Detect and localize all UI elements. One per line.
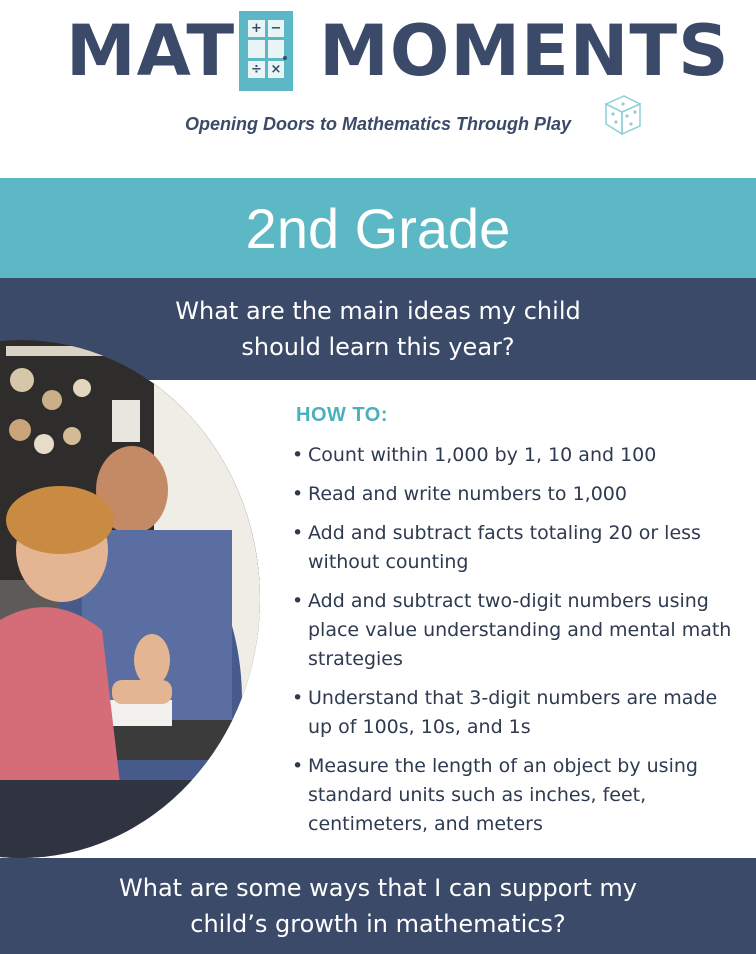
logo-wordmark [66,6,730,96]
photo-illustration [0,340,260,858]
logo-word-right: MOMENTS [319,10,730,92]
question-banner-support [0,858,756,954]
logo-header [0,0,756,178]
list-item: • Read and write numbers to 1,000 [292,480,732,509]
grade-title: 2nd Grade [245,196,511,260]
how-to-heading: HOW TO: [296,404,389,426]
learning-goals [292,404,732,849]
door-panel [248,40,265,57]
question-main-ideas: What are the main ideas my child should learn this year? [175,297,581,361]
door-knob-icon [283,56,287,60]
list-item: • Measure the length of an object by using standard units such as inches, feet, centimeters, and meters [292,752,732,839]
list-item: • Count within 1,000 by 1, 10 and 100 [292,441,732,470]
question-support: What are some ways that I can support my child’s growth in mathematics? [119,874,637,938]
times-symbol: × [268,61,285,78]
dice-icon [598,88,644,140]
logo-word-left: MAT [66,10,236,92]
classroom-photo [0,340,260,858]
list-item: • Understand that 3-digit numbers are made up of 100s, 10s, and 1s [292,684,732,742]
door-panel [268,40,285,57]
tagline: Opening Doors to Mathematics Through Play [184,114,572,134]
goals-list [292,441,732,839]
grade-banner [0,178,756,278]
plus-symbol: + [248,20,265,37]
divide-symbol: ÷ [248,61,265,78]
list-item: • Add and subtract two-digit numbers using place value understanding and mental math strategies [292,587,732,674]
door-icon [239,11,293,91]
minus-symbol: − [268,20,285,37]
list-item: • Add and subtract facts totaling 20 or less without counting [292,519,732,577]
